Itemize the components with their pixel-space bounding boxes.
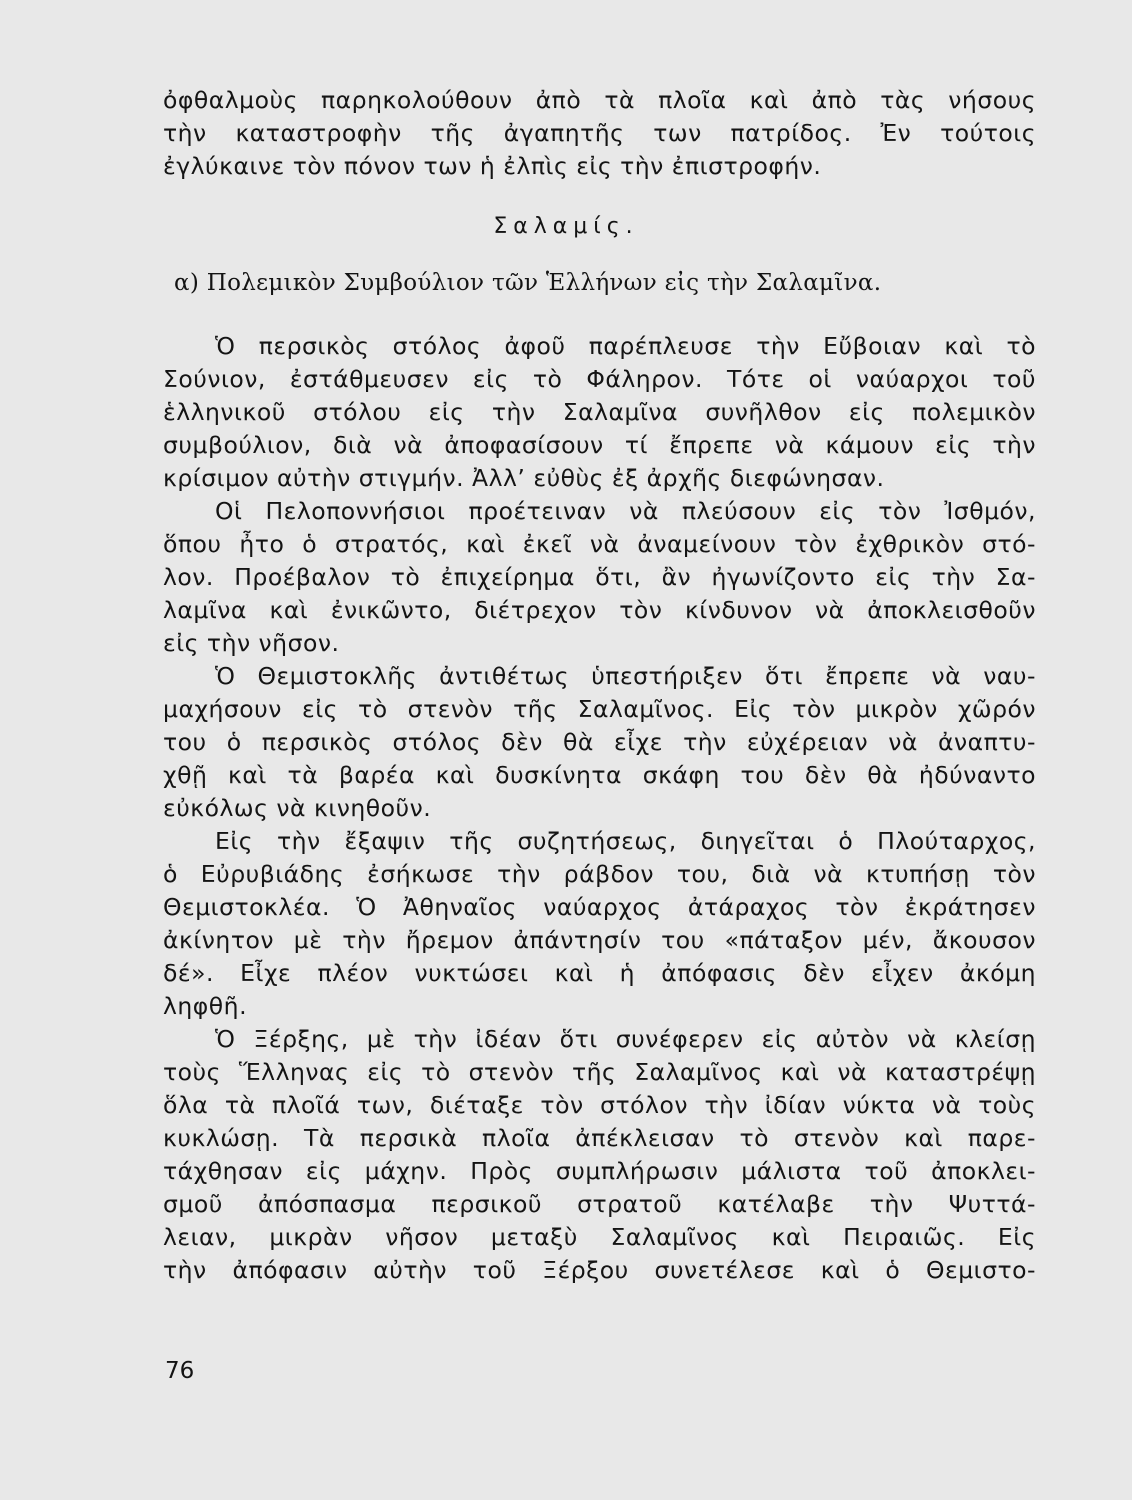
text-line: τὴν ἀπόφασιν αὐτὴν τοῦ Ξέρξου συνετέλεσε καὶ ὁ Θεμιστο- [163,1256,1036,1284]
body-text [163,330,1036,1287]
text-line: χθῇ καὶ τὰ βαρέα καὶ δυσκίνητα σκάφη του δὲν θὰ ἠδύναντο [163,761,1036,789]
text-line: λειαν, μικρὰν νῆσον μεταξὺ Σαλαμῖνος καὶ Πειραιῶς. Εἰς [163,1223,1036,1251]
text-line: ἀκίνητον μὲ τὴν ἤρεμον ἀπάντησίν του «πάταξον μέν, ἄκουσον [163,926,1036,954]
text-line: ληφθῆ. [163,992,248,1020]
text-line: ἑλληνικοῦ στόλου εἰς τὴν Σαλαμῖνα συνῆλθον εἰς πολεμικὸν [163,398,1036,426]
text-line: εὐκόλως νὰ κινηθοῦν. [163,794,432,822]
intro-paragraph [163,84,1036,183]
text-line: τὴν καταστροφὴν τῆς ἀγαπητῆς των πατρίδος. Ἐν τούτοις [163,119,1036,147]
text-line: ὅλα τὰ πλοῖά των, διέταξε τὸν στόλον τὴν ἰδίαν νύκτα νὰ τοὺς [163,1091,1036,1119]
text-line: κυκλώσῃ. Τὰ περσικὰ πλοῖα ἀπέκλεισαν τὸ στενὸν καὶ παρε- [163,1124,1036,1152]
text-line: Θεμιστοκλέα. Ὁ Ἀθηναῖος ναύαρχος ἀτάραχος τὸν ἐκράτησεν [163,893,1036,921]
text-line: ὅπου ἦτο ὁ στρατός, καὶ ἐκεῖ νὰ ἀναμείνουν τὸν ἐχθρικὸν στό- [163,530,1036,558]
text-line: Εἰς τὴν ἔξαψιν τῆς συζητήσεως, διηγεῖται ὁ Πλούταρχος, [215,827,1036,855]
text-line: σμοῦ ἀπόσπασμα περσικοῦ στρατοῦ κατέλαβε τὴν Ψυττά- [163,1190,1036,1218]
page-number: 76 [165,1358,195,1384]
text-line: εἰς τὴν νῆσον. [163,629,340,657]
text-line: τοὺς Ἕλληνας εἰς τὸ στενὸν τῆς Σαλαμῖνος καὶ νὰ καταστρέψῃ [163,1058,1036,1086]
text-line: τάχθησαν εἰς μάχην. Πρὸς συμπλήρωσιν μάλιστα τοῦ ἀποκλει- [163,1157,1036,1185]
text-line: ἐγλύκαινε τὸν πόνον των ἡ ἐλπὶς εἰς τὴν ἐπιστροφήν. [163,152,822,180]
text-line: συμβούλιον, διὰ νὰ ἀποφασίσουν τί ἔπρεπε νὰ κάμουν εἰς τὴν [163,431,1036,459]
text-line: Σούνιον, ἐστάθμευσεν εἰς τὸ Φάληρον. Τότε οἱ ναύαρχοι τοῦ [163,365,1036,393]
text-line: κρίσιμον αὐτὴν στιγμήν. Ἀλλ’ εὐθὺς ἐξ ἀρχῆς διεφώνησαν. [163,464,885,492]
text-line: Ὁ Ξέρξης, μὲ τὴν ἰδέαν ὅτι συνέφερεν εἰς αὐτὸν νὰ κλείσῃ [215,1025,1036,1053]
text-line: Οἱ Πελοποννήσιοι προέτειναν νὰ πλεύσουν εἰς τὸν Ἰσθμόν, [215,497,1036,525]
text-line: λον. Προέβαλον τὸ ἐπιχείρημα ὅτι, ἂν ἠγωνίζοντο εἰς τὴν Σα- [163,563,1036,591]
subheading: α) Πολεμικὸν Συμβούλιον τῶν Ἑλλήνων εἰς τὴν Σαλαμῖνα. [174,270,882,296]
text-line: λαμῖνα καὶ ἐνικῶντο, διέτρεχον τὸν κίνδυνον νὰ ἀποκλεισθοῦν [163,596,1036,624]
section-heading: Σαλαμίς. [493,214,639,239]
text-line: του ὁ περσικὸς στόλος δὲν θὰ εἶχε τὴν εὐχέρειαν νὰ ἀναπτυ- [163,728,1036,756]
text-line: Ὁ περσικὸς στόλος ἀφοῦ παρέπλευσε τὴν Εὔβοιαν καὶ τὸ [215,332,1036,360]
text-line: μαχήσουν εἰς τὸ στενὸν τῆς Σαλαμῖνος. Εἰς τὸν μικρὸν χῶρόν [163,695,1036,723]
text-line: δέ». Εἶχε πλέον νυκτώσει καὶ ἡ ἀπόφασις δὲν εἶχεν ἀκόμη [163,959,1036,987]
text-line: ὁ Εὐρυβιάδης ἐσήκωσε τὴν ράβδον του, διὰ νὰ κτυπήσῃ τὸν [163,860,1036,888]
text-line: Ὁ Θεμιστοκλῆς ἀντιθέτως ὑπεστήριξεν ὅτι ἔπρεπε νὰ ναυ- [215,662,1036,690]
text-line: ὀφθαλμοὺς παρηκολούθουν ἀπὸ τὰ πλοῖα καὶ ἀπὸ τὰς νήσους [163,86,1036,114]
